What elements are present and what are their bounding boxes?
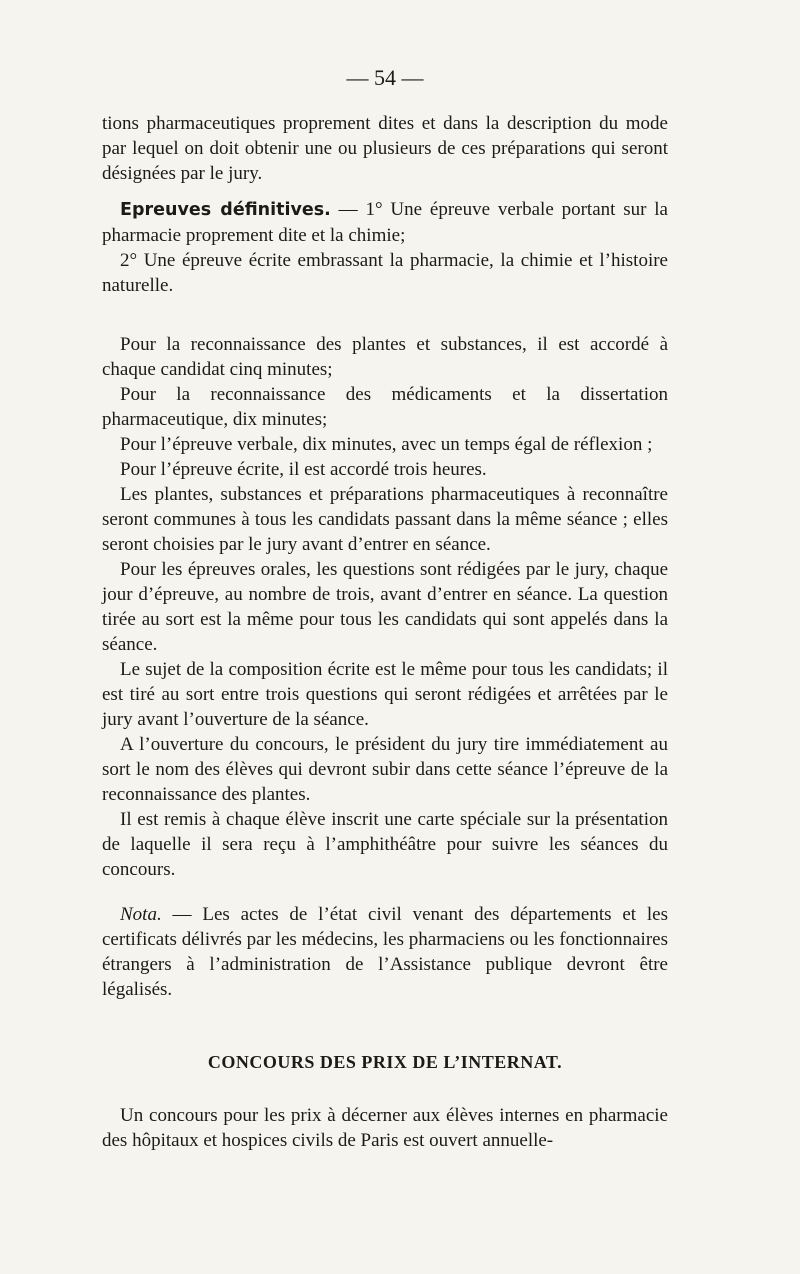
page-number: — 54 — [346,65,424,90]
nota-label: Nota. [120,904,162,925]
continuation-paragraph: tions pharmaceutiques proprement dites et dans la description du mode par lequel on doit obtenir une ou plusieurs de ces préparations qui seront désignées par le jury. [102,113,668,184]
body-paragraph: Pour les épreuves orales, les questions sont rédigées par le jury, chaque jour d’épreuve, au nombre de trois, avant d’entrer en séance. La question tirée au sort est la même pour tous les candidats qui sont appelés dans la séance. [102,559,668,655]
body-paragraph: Le sujet de la composition écrite est le même pour tous les candidats; il est tiré au sort entre trois questions qui seront rédigées et arrêtées par le jury avant l’ouverture de la séance. [102,659,668,730]
written-exam-item: 2° Une épreuve écrite embrassant la pharmacie, la chimie et l’histoire naturelle. [102,250,668,296]
definitive-exams-paragraph [102,197,668,248]
definitive-exams-text: — 1° Une épreuve verbale portant sur la pharmacie proprement dite et la chimie; [102,199,668,246]
definitive-exams-heading: Epreuves définitives. [120,200,331,220]
body-paragraph: Il est remis à chaque élève inscrit une carte spéciale sur la présentation de laquelle il sera reçu à l’amphithéâtre pour suivre les séances du concours. [102,809,668,880]
nota-paragraph [102,902,668,1002]
body-paragraph: A l’ouverture du concours, le président du jury tire immédiatement au sort le nom des élèves qui devront subir dans cette séance l’épreuve de la reconnaissance des plantes. [102,734,668,805]
body-paragraph: Pour l’épreuve écrite, il est accordé trois heures. [120,459,487,480]
body-paragraph: Les plantes, substances et préparations pharmaceutiques à reconnaître seront communes à tous les candidats passant dans la même séance ; elles seront choisies par le jury avant d’entrer en séance. [102,484,668,555]
section-title: CONCOURS DES PRIX DE L’INTERNAT. [207,1052,563,1072]
body-paragraph: Pour l’épreuve verbale, dix minutes, avec un temps égal de réflexion ; [120,434,653,455]
body-paragraph: Pour la reconnaissance des plantes et substances, il est accordé à chaque candidat cinq minutes; [102,334,668,380]
section-paragraph: Un concours pour les prix à décerner aux élèves internes en pharmacie des hôpitaux et hospices civils de Paris est ouvert annuelle- [102,1105,668,1151]
body-paragraph: Pour la reconnaissance des médicaments et la dissertation pharmaceutique, dix minutes; [102,384,668,430]
document-page [102,64,668,1153]
nota-text: — Les actes de l’état civil venant des départements et les certificats délivrés par les médecins, les pharmaciens ou les fonctionnaires étrangers à l’administration de l’Assistance publique devront être légalisés. [102,904,668,1000]
